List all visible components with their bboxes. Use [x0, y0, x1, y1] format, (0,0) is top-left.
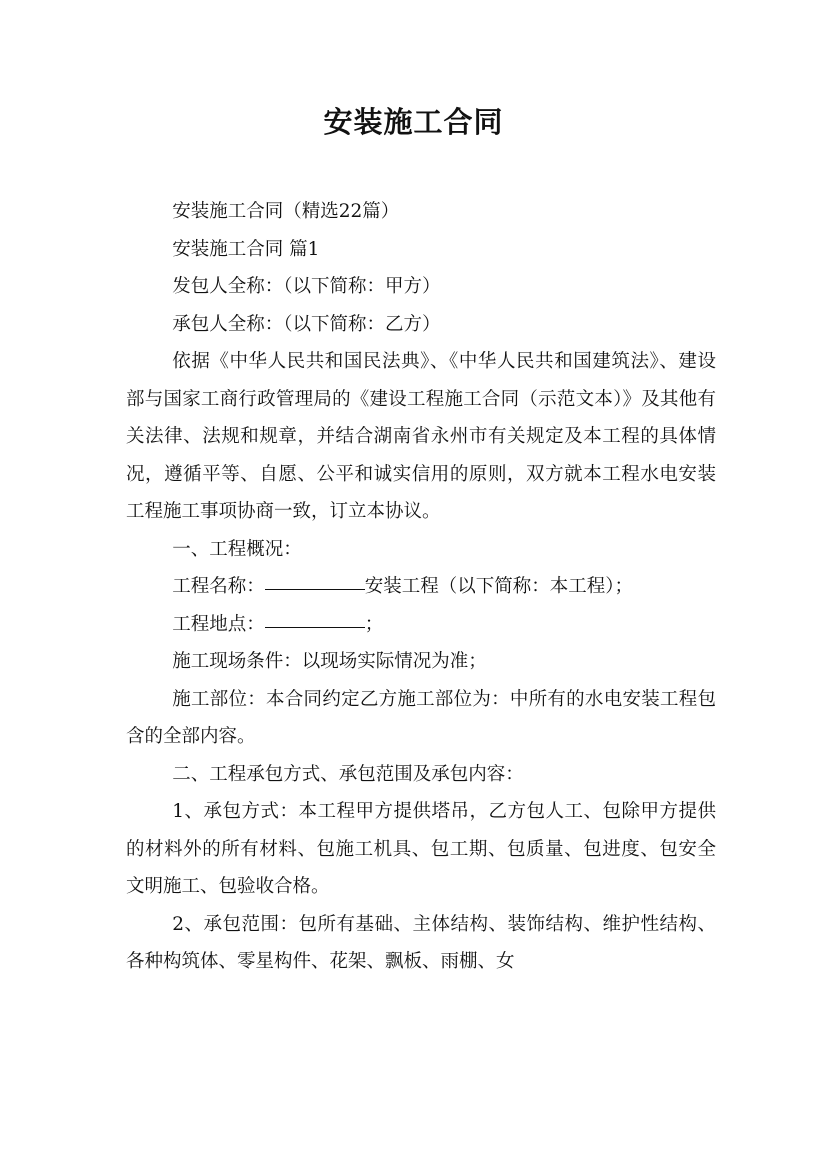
project-name-blank: [265, 571, 365, 591]
paragraph-project-location: [126, 606, 716, 644]
document-body: [126, 193, 716, 981]
project-location-blank: [265, 608, 365, 628]
project-name-suffix: 安装工程（以下简称：本工程）；: [364, 576, 634, 597]
paragraph-project-name: [126, 568, 716, 606]
paragraph-party-a: 发包人全称：（以下简称：甲方）: [172, 276, 441, 297]
document-title: 安装施工合同: [323, 105, 504, 139]
paragraph-section-heading: 安装施工合同 篇1: [172, 238, 320, 260]
paragraph-heading-overview: 一、工程概况：: [172, 538, 302, 560]
paragraph-contracting-method: 1、承包方式：本工程甲方提供塔吊，乙方包人工、包除甲方提供的材料外的所有材料、包施工机具、包工期、包质量、包进度、包安全文明施工、包验收合格。: [126, 801, 716, 897]
paragraph-heading-contracting: 二、工程承包方式、承包范围及承包内容：: [172, 763, 524, 785]
paragraph-site-conditions: 施工现场条件：以现场实际情况为准；: [172, 651, 487, 672]
paragraph-party-b: 承包人全称：（以下简称：乙方）: [172, 313, 441, 335]
paragraph-subtitle: 安装施工合同（精选22篇）: [172, 201, 400, 222]
project-name-label: 工程名称：: [172, 576, 265, 597]
paragraph-construction-scope: 施工部位：本合同约定乙方施工部位为：中所有的水电安装工程包含的全部内容。: [126, 688, 716, 747]
project-location-label: 工程地点：: [172, 613, 265, 635]
project-location-suffix: ；: [364, 613, 384, 635]
paragraph-contracting-scope: 2、承包范围：包所有基础、主体结构、装饰结构、维护性结构、各种构筑体、零星构件、花架、飘板、雨棚、女: [126, 913, 716, 972]
paragraph-legal-basis: 依据《中华人民共和国民法典》、《中华人民共和国建筑法》、建设部与国家工商行政管理局的《建设工程施工合同（示范文本）》及其他有关法律、法规和规章，并结合湖南省永州市有关规定及本工程的具体情况，遵循平等、自愿、公平和诚实信用的原则，双方就本工程水电安装工程施工事项协商一致，订立本协议。: [126, 351, 716, 522]
